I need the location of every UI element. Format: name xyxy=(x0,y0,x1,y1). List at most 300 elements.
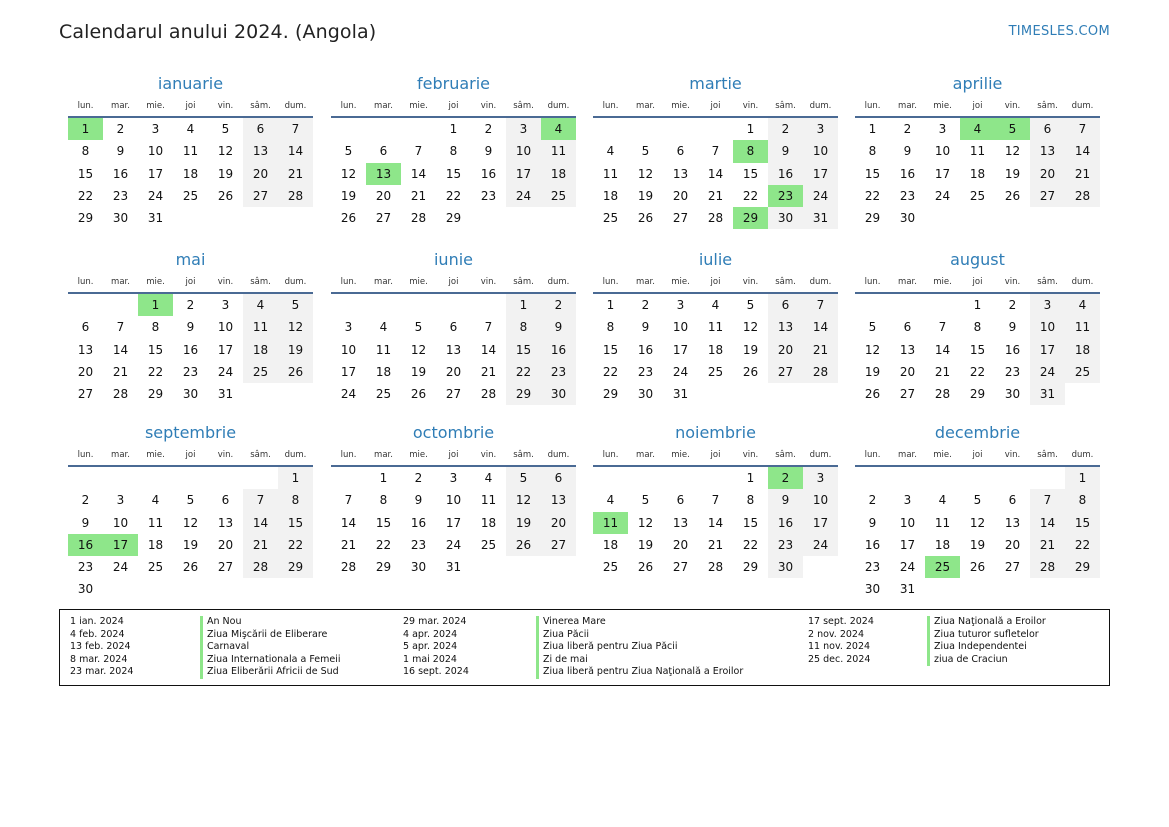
day-cell: 27 xyxy=(1004,560,1021,575)
weekday-label: vin. xyxy=(217,450,234,460)
legend-names-col1 xyxy=(200,616,341,679)
weekday-label: mie. xyxy=(409,101,428,111)
holiday-day-cell: 29 xyxy=(733,207,768,229)
weekday-label: mar. xyxy=(374,450,393,460)
day-cell: 30 xyxy=(77,582,94,597)
weekday-label: dum. xyxy=(547,277,570,287)
days-grid xyxy=(331,467,576,578)
holiday-day-cell: 1 xyxy=(138,294,173,316)
month-name: octombrie xyxy=(412,423,495,442)
day-cell: 10 xyxy=(112,515,129,530)
day-cell: 27 xyxy=(375,211,392,226)
empty-day-cell xyxy=(208,467,243,489)
day-cell: 3 xyxy=(151,122,160,136)
legend-holiday-name: Ziua Internationala a Femeii xyxy=(200,654,341,667)
day-cell: 20 xyxy=(1030,163,1065,185)
weekday-label: joi xyxy=(448,277,459,287)
day-cell: 13 xyxy=(217,515,234,530)
weekday-label: joi xyxy=(972,450,983,460)
day-cell: 12 xyxy=(217,144,234,159)
weekday-label: sâm. xyxy=(513,101,534,111)
day-cell: 7 xyxy=(278,118,313,140)
weekday-label: mar. xyxy=(636,277,655,287)
day-cell: 24 xyxy=(147,188,164,203)
day-cell: 23 xyxy=(182,364,199,379)
day-cell: 26 xyxy=(340,211,357,226)
day-cell: 18 xyxy=(602,188,619,203)
day-cell: 19 xyxy=(742,342,759,357)
day-cell: 11 xyxy=(375,342,392,357)
day-cell: 4 xyxy=(243,294,278,316)
weekday-label: lun. xyxy=(602,450,619,460)
day-cell: 7 xyxy=(938,320,947,335)
day-cell: 29 xyxy=(864,211,881,226)
day-cell: 17 xyxy=(445,515,462,530)
weekday-label: lun. xyxy=(77,450,94,460)
day-cell: 4 xyxy=(711,298,720,312)
day-cell: 13 xyxy=(899,342,916,357)
day-cell: 6 xyxy=(1030,118,1065,140)
day-cell: 21 xyxy=(707,188,724,203)
weekday-label: dum. xyxy=(1071,450,1094,460)
day-cell: 2 xyxy=(1008,298,1017,312)
day-cell: 9 xyxy=(768,140,803,162)
day-cell: 12 xyxy=(506,489,541,511)
day-cell: 28 xyxy=(340,560,357,575)
day-cell: 15 xyxy=(278,512,313,534)
day-cell: 7 xyxy=(1030,489,1065,511)
holiday-day-cell: 8 xyxy=(733,140,768,162)
day-cell: 29 xyxy=(147,387,164,402)
month-decembrie xyxy=(855,421,1100,601)
day-cell: 15 xyxy=(375,515,392,530)
day-cell: 13 xyxy=(768,316,803,338)
day-cell: 24 xyxy=(934,188,951,203)
day-cell: 20 xyxy=(77,364,94,379)
day-cell: 11 xyxy=(182,144,199,159)
day-cell: 27 xyxy=(899,387,916,402)
day-cell: 19 xyxy=(864,364,881,379)
empty-day-cell xyxy=(103,294,138,316)
day-cell: 14 xyxy=(934,342,951,357)
day-cell: 28 xyxy=(1065,185,1100,207)
legend-date: 29 mar. 2024 xyxy=(403,616,467,627)
day-cell: 8 xyxy=(746,493,755,508)
day-cell: 9 xyxy=(484,144,493,159)
days-grid xyxy=(331,294,576,405)
weekday-label: lun. xyxy=(340,450,357,460)
day-cell: 4 xyxy=(606,144,615,159)
day-cell: 6 xyxy=(379,144,388,159)
day-cell: 16 xyxy=(541,339,576,361)
day-cell: 21 xyxy=(340,537,357,552)
month-septembrie xyxy=(68,421,313,601)
legend-date: 16 sept. 2024 xyxy=(403,666,469,678)
day-cell: 21 xyxy=(480,364,497,379)
empty-day-cell xyxy=(331,294,366,316)
day-cell: 22 xyxy=(864,188,881,203)
empty-day-cell xyxy=(103,467,138,489)
day-cell: 7 xyxy=(803,294,838,316)
weekday-label: lun. xyxy=(77,277,94,287)
day-cell: 22 xyxy=(77,188,94,203)
month-name: februarie xyxy=(416,74,491,93)
day-cell: 12 xyxy=(864,342,881,357)
site-link[interactable]: TIMESLES.COM xyxy=(1008,24,1110,39)
day-cell: 17 xyxy=(340,364,357,379)
day-cell: 16 xyxy=(410,515,427,530)
day-cell: 10 xyxy=(934,144,951,159)
day-cell: 25 xyxy=(602,560,619,575)
weekday-label: sâm. xyxy=(775,277,796,287)
day-cell: 20 xyxy=(541,512,576,534)
days-grid xyxy=(68,118,313,229)
holiday-day-cell: 5 xyxy=(995,118,1030,140)
day-cell: 25 xyxy=(1065,361,1100,383)
day-cell: 29 xyxy=(1065,556,1100,578)
day-cell: 31 xyxy=(147,211,164,226)
weekday-label: mie. xyxy=(409,450,428,460)
days-grid xyxy=(331,118,576,229)
day-cell: 14 xyxy=(803,316,838,338)
day-cell: 11 xyxy=(969,144,986,159)
day-cell: 2 xyxy=(414,471,423,485)
days-grid xyxy=(855,118,1100,229)
legend-holiday-name: ziua de Craciun xyxy=(927,654,1046,667)
day-cell: 5 xyxy=(868,320,877,335)
day-cell: 12 xyxy=(182,515,199,530)
empty-day-cell xyxy=(68,467,103,489)
weekday-label: sâm. xyxy=(250,450,271,460)
day-cell: 26 xyxy=(742,364,759,379)
holiday-day-cell: 16 xyxy=(68,534,103,556)
day-cell: 30 xyxy=(112,211,129,226)
day-cell: 10 xyxy=(506,140,541,162)
weekday-label: joi xyxy=(185,450,196,460)
day-cell: 4 xyxy=(379,320,388,335)
month-name: aprilie xyxy=(952,74,1003,93)
day-cell: 25 xyxy=(182,188,199,203)
weekday-label: mie. xyxy=(146,277,165,287)
day-cell: 14 xyxy=(1030,512,1065,534)
day-cell: 15 xyxy=(969,342,986,357)
day-cell: 5 xyxy=(506,467,541,489)
day-cell: 25 xyxy=(375,387,392,402)
days-grid xyxy=(68,294,313,405)
day-cell: 29 xyxy=(278,556,313,578)
day-cell: 2 xyxy=(116,122,125,136)
day-cell: 28 xyxy=(934,387,951,402)
day-cell: 26 xyxy=(1004,188,1021,203)
day-cell: 22 xyxy=(506,361,541,383)
holiday-day-cell: 4 xyxy=(960,118,995,140)
month-aprilie xyxy=(855,72,1100,229)
weekday-label: mar. xyxy=(898,277,917,287)
empty-day-cell xyxy=(593,118,628,140)
day-cell: 5 xyxy=(344,144,353,159)
day-cell: 29 xyxy=(969,387,986,402)
day-cell: 24 xyxy=(112,560,129,575)
day-cell: 8 xyxy=(606,320,615,335)
empty-day-cell xyxy=(68,294,103,316)
day-cell: 25 xyxy=(541,185,576,207)
empty-day-cell xyxy=(331,467,366,489)
day-cell: 13 xyxy=(672,515,689,530)
weekday-label: dum. xyxy=(547,101,570,111)
day-cell: 16 xyxy=(182,342,199,357)
day-cell: 6 xyxy=(676,493,685,508)
day-cell: 7 xyxy=(711,144,720,159)
weekday-header xyxy=(331,272,576,294)
day-cell: 19 xyxy=(410,364,427,379)
day-cell: 26 xyxy=(637,560,654,575)
day-cell: 16 xyxy=(768,163,803,185)
day-cell: 21 xyxy=(1065,163,1100,185)
weekday-label: vin. xyxy=(1004,450,1021,460)
day-cell: 15 xyxy=(445,166,462,181)
day-cell: 13 xyxy=(1030,140,1065,162)
day-cell: 9 xyxy=(541,316,576,338)
day-cell: 3 xyxy=(676,298,685,312)
day-cell: 3 xyxy=(803,118,838,140)
empty-day-cell xyxy=(925,294,960,316)
day-cell: 10 xyxy=(1030,316,1065,338)
month-octombrie xyxy=(331,421,576,578)
weekday-header xyxy=(593,96,838,118)
day-cell: 21 xyxy=(803,339,838,361)
day-cell: 24 xyxy=(217,364,234,379)
day-cell: 28 xyxy=(803,361,838,383)
day-cell: 31 xyxy=(899,582,916,597)
legend-holiday-name: Ziua tuturor sufletelor xyxy=(927,629,1046,642)
day-cell: 23 xyxy=(480,188,497,203)
weekday-label: lun. xyxy=(864,277,881,287)
month-iulie xyxy=(593,248,838,405)
day-cell: 16 xyxy=(112,166,129,181)
weekday-label: mie. xyxy=(146,450,165,460)
day-cell: 29 xyxy=(445,211,462,226)
day-cell: 16 xyxy=(768,512,803,534)
day-cell: 8 xyxy=(278,489,313,511)
weekday-label: sâm. xyxy=(250,277,271,287)
day-cell: 20 xyxy=(672,537,689,552)
weekday-label: joi xyxy=(972,277,983,287)
day-cell: 9 xyxy=(768,489,803,511)
day-cell: 16 xyxy=(480,166,497,181)
day-cell: 2 xyxy=(868,493,877,508)
day-cell: 26 xyxy=(506,534,541,556)
weekday-label: dum. xyxy=(284,277,307,287)
month-name: septembrie xyxy=(144,423,237,442)
day-cell: 8 xyxy=(379,493,388,508)
day-cell: 5 xyxy=(221,122,230,136)
day-cell: 18 xyxy=(375,364,392,379)
day-cell: 23 xyxy=(112,188,129,203)
day-cell: 10 xyxy=(803,489,838,511)
day-cell: 10 xyxy=(147,144,164,159)
day-cell: 13 xyxy=(77,342,94,357)
weekday-label: vin. xyxy=(742,277,759,287)
day-cell: 15 xyxy=(742,515,759,530)
day-cell: 25 xyxy=(147,560,164,575)
day-cell: 8 xyxy=(868,144,877,159)
weekday-label: sâm. xyxy=(775,101,796,111)
day-cell: 10 xyxy=(217,320,234,335)
day-cell: 13 xyxy=(672,166,689,181)
empty-day-cell xyxy=(401,294,436,316)
day-cell: 22 xyxy=(742,188,759,203)
day-cell: 19 xyxy=(340,188,357,203)
day-cell: 5 xyxy=(746,298,755,312)
day-cell: 26 xyxy=(217,188,234,203)
weekday-label: dum. xyxy=(1071,277,1094,287)
month-name: ianuarie xyxy=(157,74,224,93)
day-cell: 21 xyxy=(112,364,129,379)
legend-date: 13 feb. 2024 xyxy=(70,641,131,653)
day-cell: 13 xyxy=(541,489,576,511)
day-cell: 9 xyxy=(414,493,423,508)
weekday-label: lun. xyxy=(602,101,619,111)
day-cell: 7 xyxy=(243,489,278,511)
weekday-label: mie. xyxy=(933,450,952,460)
days-grid xyxy=(855,467,1100,601)
legend-date: 4 apr. 2024 xyxy=(403,628,458,640)
day-cell: 2 xyxy=(768,118,803,140)
month-name: mai xyxy=(175,250,206,269)
day-cell: 22 xyxy=(1065,534,1100,556)
weekday-label: lun. xyxy=(602,277,619,287)
day-cell: 10 xyxy=(445,493,462,508)
weekday-label: sâm. xyxy=(513,450,534,460)
legend-holiday-name: Ziua Păcii xyxy=(536,629,743,642)
day-cell: 15 xyxy=(742,166,759,181)
weekday-label: dum. xyxy=(547,450,570,460)
day-cell: 19 xyxy=(969,537,986,552)
day-cell: 14 xyxy=(112,342,129,357)
weekday-label: dum. xyxy=(809,101,832,111)
empty-day-cell xyxy=(366,118,401,140)
day-cell: 19 xyxy=(217,166,234,181)
weekday-label: joi xyxy=(185,277,196,287)
legend-date: 25 dec. 2024 xyxy=(808,653,871,665)
weekday-label: vin. xyxy=(742,450,759,460)
day-cell: 18 xyxy=(147,537,164,552)
day-cell: 2 xyxy=(186,298,195,312)
empty-day-cell xyxy=(890,467,925,489)
day-cell: 20 xyxy=(217,537,234,552)
days-grid xyxy=(593,467,838,578)
empty-day-cell xyxy=(628,118,663,140)
day-cell: 20 xyxy=(899,364,916,379)
empty-day-cell xyxy=(855,467,890,489)
day-cell: 16 xyxy=(899,166,916,181)
empty-day-cell xyxy=(663,467,698,489)
weekday-label: dum. xyxy=(284,101,307,111)
day-cell: 1 xyxy=(606,298,615,312)
day-cell: 21 xyxy=(1030,534,1065,556)
day-cell: 4 xyxy=(1065,294,1100,316)
day-cell: 31 xyxy=(445,560,462,575)
day-cell: 2 xyxy=(484,122,493,136)
day-cell: 18 xyxy=(182,166,199,181)
day-cell: 22 xyxy=(445,188,462,203)
weekday-label: lun. xyxy=(864,450,881,460)
day-cell: 6 xyxy=(449,320,458,335)
day-cell: 1 xyxy=(868,122,877,136)
legend-holiday-name: Zi de mai xyxy=(536,654,743,667)
day-cell: 26 xyxy=(864,387,881,402)
weekday-label: dum. xyxy=(809,277,832,287)
day-cell: 14 xyxy=(480,342,497,357)
month-martie xyxy=(593,72,838,229)
day-cell: 18 xyxy=(243,339,278,361)
day-cell: 5 xyxy=(278,294,313,316)
weekday-label: joi xyxy=(972,101,983,111)
day-cell: 17 xyxy=(803,163,838,185)
day-cell: 27 xyxy=(541,534,576,556)
day-cell: 12 xyxy=(1004,144,1021,159)
day-cell: 1 xyxy=(278,467,313,489)
day-cell: 3 xyxy=(116,493,125,508)
weekday-label: lun. xyxy=(77,101,94,111)
empty-day-cell xyxy=(698,118,733,140)
empty-day-cell xyxy=(960,467,995,489)
day-cell: 18 xyxy=(480,515,497,530)
empty-day-cell xyxy=(663,118,698,140)
day-cell: 23 xyxy=(768,534,803,556)
day-cell: 7 xyxy=(1065,118,1100,140)
month-name: decembrie xyxy=(934,423,1021,442)
weekday-label: sâm. xyxy=(1037,277,1058,287)
day-cell: 3 xyxy=(449,471,458,485)
day-cell: 10 xyxy=(672,320,689,335)
month-name: martie xyxy=(689,74,742,93)
day-cell: 3 xyxy=(506,118,541,140)
legend-date: 5 apr. 2024 xyxy=(403,641,458,653)
day-cell: 15 xyxy=(147,342,164,357)
day-cell: 15 xyxy=(77,166,94,181)
day-cell: 10 xyxy=(899,515,916,530)
day-cell: 2 xyxy=(641,298,650,312)
day-cell: 25 xyxy=(969,188,986,203)
day-cell: 26 xyxy=(182,560,199,575)
day-cell: 22 xyxy=(969,364,986,379)
weekday-header xyxy=(593,445,838,467)
day-cell: 30 xyxy=(864,582,881,597)
day-cell: 17 xyxy=(506,163,541,185)
day-cell: 11 xyxy=(480,493,497,508)
legend-holiday-name: Ziua Naţională a Eroilor xyxy=(927,616,1046,629)
day-cell: 9 xyxy=(81,515,90,530)
day-cell: 23 xyxy=(864,560,881,575)
day-cell: 16 xyxy=(637,342,654,357)
day-cell: 14 xyxy=(278,140,313,162)
day-cell: 6 xyxy=(541,467,576,489)
weekday-label: mar. xyxy=(374,101,393,111)
holiday-day-cell: 23 xyxy=(768,185,803,207)
weekday-label: joi xyxy=(710,450,721,460)
weekday-label: mar. xyxy=(898,450,917,460)
day-cell: 9 xyxy=(868,515,877,530)
day-cell: 27 xyxy=(672,211,689,226)
day-cell: 9 xyxy=(116,144,125,159)
day-cell: 7 xyxy=(116,320,125,335)
day-cell: 5 xyxy=(641,493,650,508)
day-cell: 25 xyxy=(707,364,724,379)
day-cell: 15 xyxy=(1065,512,1100,534)
weekday-label: joi xyxy=(448,101,459,111)
day-cell: 6 xyxy=(768,294,803,316)
